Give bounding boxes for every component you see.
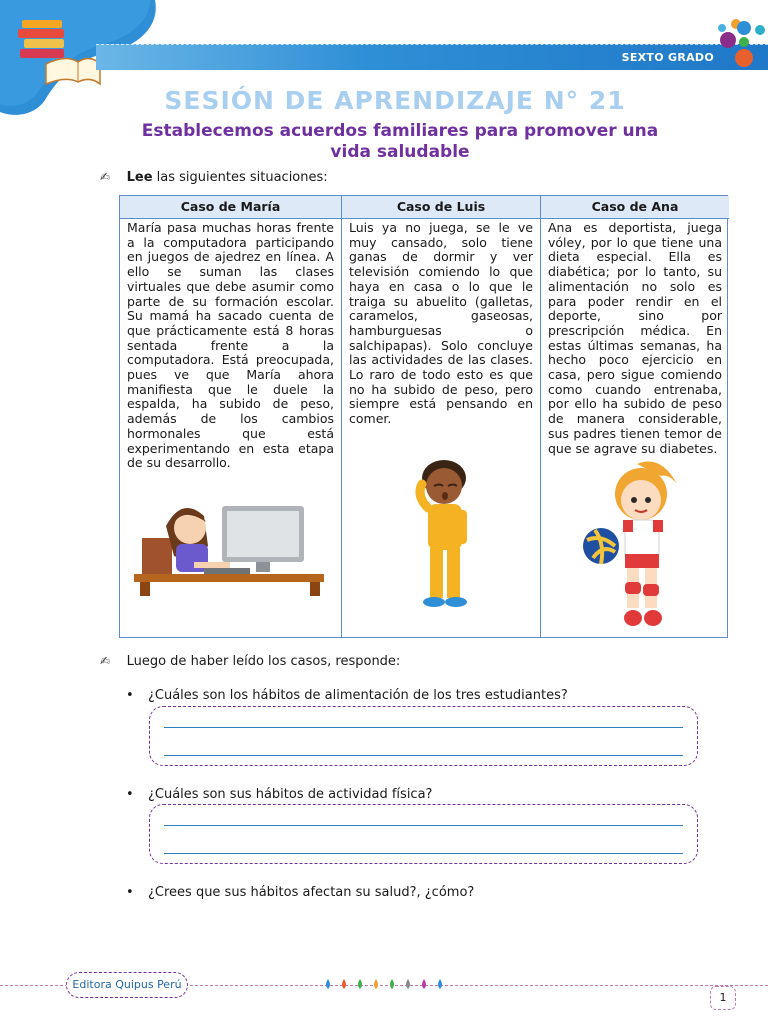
- pen-icon: ✍: [100, 654, 111, 668]
- cases-table: [119, 195, 728, 638]
- case-header: Caso de Luis: [342, 196, 540, 219]
- read-instruction: [100, 170, 328, 185]
- question-1: ¿Cuáles son los hábitos de alimentación de los tres estudiantes?: [148, 688, 568, 703]
- answer-box-2[interactable]: [149, 804, 698, 864]
- tired-boy-illustration: [408, 456, 478, 610]
- read-keyword: Lee: [126, 170, 153, 185]
- case-column-ana: [540, 196, 729, 637]
- volleyball-girl-illustration: [581, 454, 691, 636]
- session-title: SESIÓN DE APRENDIZAJE N° 21: [164, 86, 626, 115]
- pen-icon: ✍: [100, 170, 111, 184]
- answer-instruction-text: Luego de haber leído los casos, responde:: [126, 654, 401, 669]
- answer-line: [164, 825, 683, 826]
- answer-instruction: [100, 654, 400, 669]
- answer-line: [164, 853, 683, 854]
- header-divider: [96, 44, 768, 45]
- page-number: 1: [710, 986, 736, 1010]
- question-2: ¿Cuáles son sus hábitos de actividad física?: [148, 787, 433, 802]
- case-column-luis: [341, 196, 540, 637]
- session-subtitle: Establecemos acuerdos familiares para promover una vida saludable: [141, 121, 659, 162]
- answer-line: [164, 727, 683, 728]
- books-illustration: [16, 14, 102, 88]
- case-text: Luis ya no juega, se le ve muy cansado, solo tiene ganas de dormir y ver televisión comiendo lo que haya en casa o lo que le traiga su abuelito (galletas, caramelos, gaseosas, hamburguesas o salchipapas). Solo concluye las actividades de las clases. Lo raro de todo esto es que no ha subido de peso, pero siempre está pensando en comer.: [349, 220, 533, 427]
- case-column-maria: [120, 196, 341, 637]
- case-text: María pasa muchas horas frente a la computadora participando en juegos de ajedrez en línea. A ello se suman las clases virtuales que debe asumir como parte de su formación escolar. Su mamá ha sacado cuenta de que prácticamente está 8 horas sentada frente a la computadora. Está preocupada, pues ve que María ahora manifiesta que le duele la espalda, ha subido de peso, además de los cambios hormonales que está experimentando en esta etapa de su desarrollo.: [127, 220, 334, 471]
- answer-line: [164, 755, 683, 756]
- case-header: Caso de María: [120, 196, 341, 219]
- dots-decoration: [716, 14, 768, 68]
- publisher-badge: Editora Quipus Perú: [66, 972, 188, 998]
- question-3: ¿Crees que sus hábitos afectan su salud?, ¿cómo?: [148, 885, 475, 900]
- bullet: •: [126, 885, 134, 900]
- case-text: Ana es deportista, juega vóley, por lo que tiene una dieta especial. Ella es diabética; por lo tanto, su alimentación no solo es para poder rendir en el deporte, sino por prescripción médica. En estas últimas semanas, ha hecho poco ejercicio en casa, pero sigue comiendo como cuando entrenaba, por ello ha subido de peso de manera considerable, sus padres tienen temor de que se agrave su diabetes.: [548, 220, 722, 456]
- drops-decoration: [322, 977, 444, 993]
- answer-box-1[interactable]: [149, 706, 698, 766]
- girl-at-computer-illustration: [134, 486, 326, 598]
- bullet: •: [126, 688, 134, 703]
- grade-label: SEXTO GRADO: [621, 51, 714, 64]
- bullet: •: [126, 787, 134, 802]
- case-header: Caso de Ana: [541, 196, 729, 219]
- read-instruction-text: las siguientes situaciones:: [152, 170, 328, 185]
